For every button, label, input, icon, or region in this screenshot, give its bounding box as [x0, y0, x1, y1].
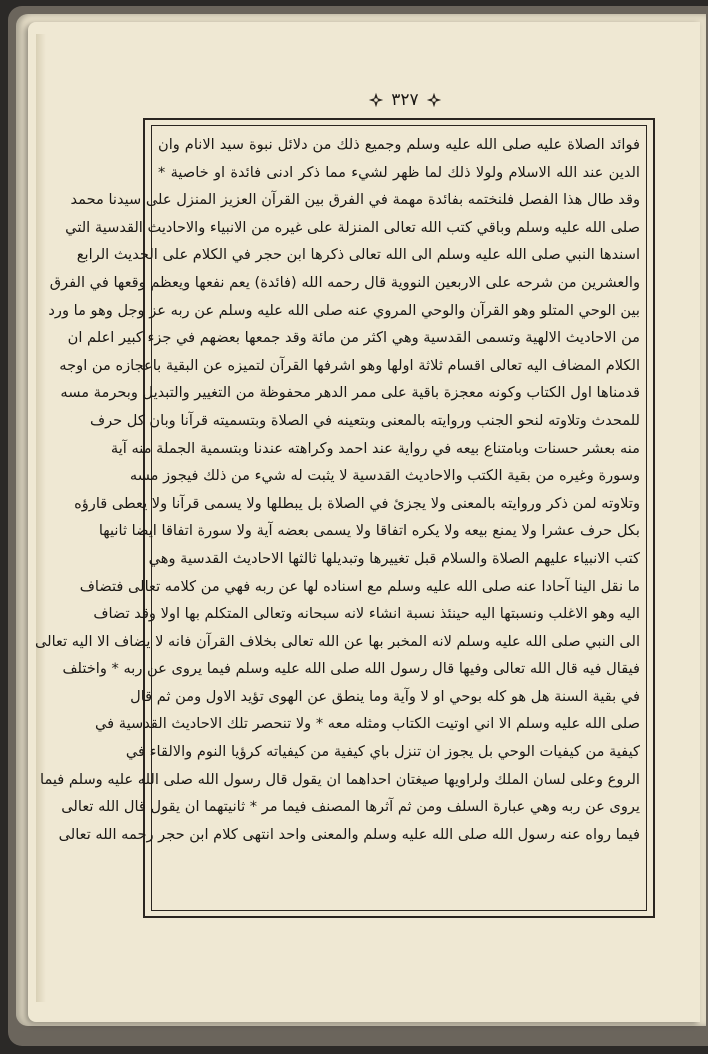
page-number: ٣٢٧ — [391, 90, 419, 110]
text-line: صلى الله عليه وسلم الا اني اوتيت الكتاب ومثله معه * ولا تنحصر تلك الاحاديث القدسية في — [95, 715, 640, 733]
page-header — [360, 88, 450, 112]
text-line: والعشرين من شرحه على الاربعين النووية قال رحمه الله (فائدة) يعم نفعها ويعظم وقعها في الفرق — [49, 273, 640, 291]
text-line: بين الوحي المتلو وهو القرآن والوحي المروي عنه صلى الله عليه وسلم عن ربه عز وجل وهو ما ورد — [48, 301, 640, 319]
text-line: في بقية السنة هل هو كله بوحي او لا وآية وما ينطق عن الهوى تؤيد الاول ومن ثم قال — [130, 687, 640, 705]
text-line: فيقال فيه قال الله تعالى وفيها قال رسول الله صلى الله عليه وسلم فيما يروى عن ربه * واختلف — [62, 660, 640, 678]
text-line: للمحدث وتلاوته لنحو الجنب وروايته بالمعنى وبتعينه في الصلاة وبتسميته قرآنا وبان كل حرف — [89, 411, 640, 429]
text-line: يروى عن ربه وهي عبارة السلف ومن ثم آثرها المصنف فيما مر * ثانيتهما ان يقول قال الله تعالى — [61, 798, 640, 816]
text-line: قدمناها اول الكتاب وكونه معجزة باقية على ممر الدهر محفوظة من التغيير والتبديل وبحرمة مسه — [60, 384, 640, 402]
text-line: وقد طال هذا الفصل فلنختمه بفائدة مهمة في الفرق بين القرآن العزيز المنزل على سيدنا محمد — [70, 191, 640, 209]
ornament-icon — [425, 91, 443, 109]
text-line: فيما رواه عنه رسول الله صلى الله عليه وسلم والمعنى واحد انتهى كلام ابن حجر رحمه الله تعالى — [58, 825, 640, 843]
text-line: ما نقل الينا آحادا عنه صلى الله عليه وسلم مع اسناده لها عن ربه فهي من كلامه تعالى فتضاف — [79, 577, 640, 595]
ornament-icon — [367, 91, 385, 109]
text-line: بكل حرف عشرا ولا يمنع بيعه ولا يكره اتفاقا ولا يسمى بعضه آية ولا سورة اتفاقا ايضا ثانيها — [98, 522, 640, 540]
text-line: من الاحاديث الالهية وتسمى القدسية وهي اكثر من مائة وقد جمعها بعضهم في جزء كبير اعلم ان — [67, 329, 640, 347]
text-line: وسورة وغيره من بقية الكتب والاحاديث القدسية لا يثبت له شيء من ذلك فيجوز مسه — [129, 467, 640, 485]
text-line: كيفية من كيفيات الوحي بل يجوز ان تنزل باي كيفية من كيفياته كرؤيا النوم والالقاء في — [125, 743, 640, 761]
text-line: الدين عند الله الاسلام ولولا ذلك لما ظهر لشيء مما ذكر ادنى فائدة او خاصية * — [158, 163, 640, 181]
page-gutter — [36, 34, 46, 1002]
text-line: الى النبي صلى الله عليه وسلم لانه المخبر بها عن الله تعالى بخلاف القرآن فانه لا يضاف الا اليه تعالى — [34, 632, 640, 650]
main-text — [34, 131, 640, 905]
text-line: الكلام المضاف اليه تعالى اقسام ثلاثة اولها وهو اشرفها القرآن لتميزه عن البقية باعجازه من اوجه — [59, 356, 640, 374]
text-line: كتب الانبياء عليهم الصلاة والسلام قبل تغييرها وتبديلها ثالثها الاحاديث القدسية وهي — [148, 549, 640, 567]
text-line: الروع وعلى لسان الملك ولراويها صيغتان احداهما ان يقول قال رسول الله صلى الله عليه وسلم فيما — [40, 770, 640, 788]
text-line: اسندها النبي صلى الله عليه وسلم الى الله تعالى ذكرها ابن حجر في الكلام على الحديث الرابع — [76, 246, 640, 264]
text-line: منه بعشر حسنات وبامتناع بيعه في رواية عند احمد وكراهته عندنا وبتسمية الجملة منه آية — [110, 439, 640, 457]
text-line: اليه وهو الاغلب ونسبتها اليه حينئذ نسبة انشاء لانه سبحانه وتعالى المتكلم بها اولا وقد تضاف — [93, 605, 640, 623]
text-line: وتلاوته لمن ذكر وروايته بالمعنى ولا يجزئ في الصلاة بل يبطلها ولا يسمى قرآنا ولا يعطى قارؤه — [74, 494, 640, 512]
text-line: فوائد الصلاة عليه صلى الله عليه وسلم وجميع ذلك من دلائل نبوة سيد الانام وان — [158, 136, 640, 153]
text-line: صلى الله عليه وسلم وباقي كتب الله تعالى المنزلة على غيره من الانبياء والاحاديث القدسية التي — [65, 218, 640, 236]
